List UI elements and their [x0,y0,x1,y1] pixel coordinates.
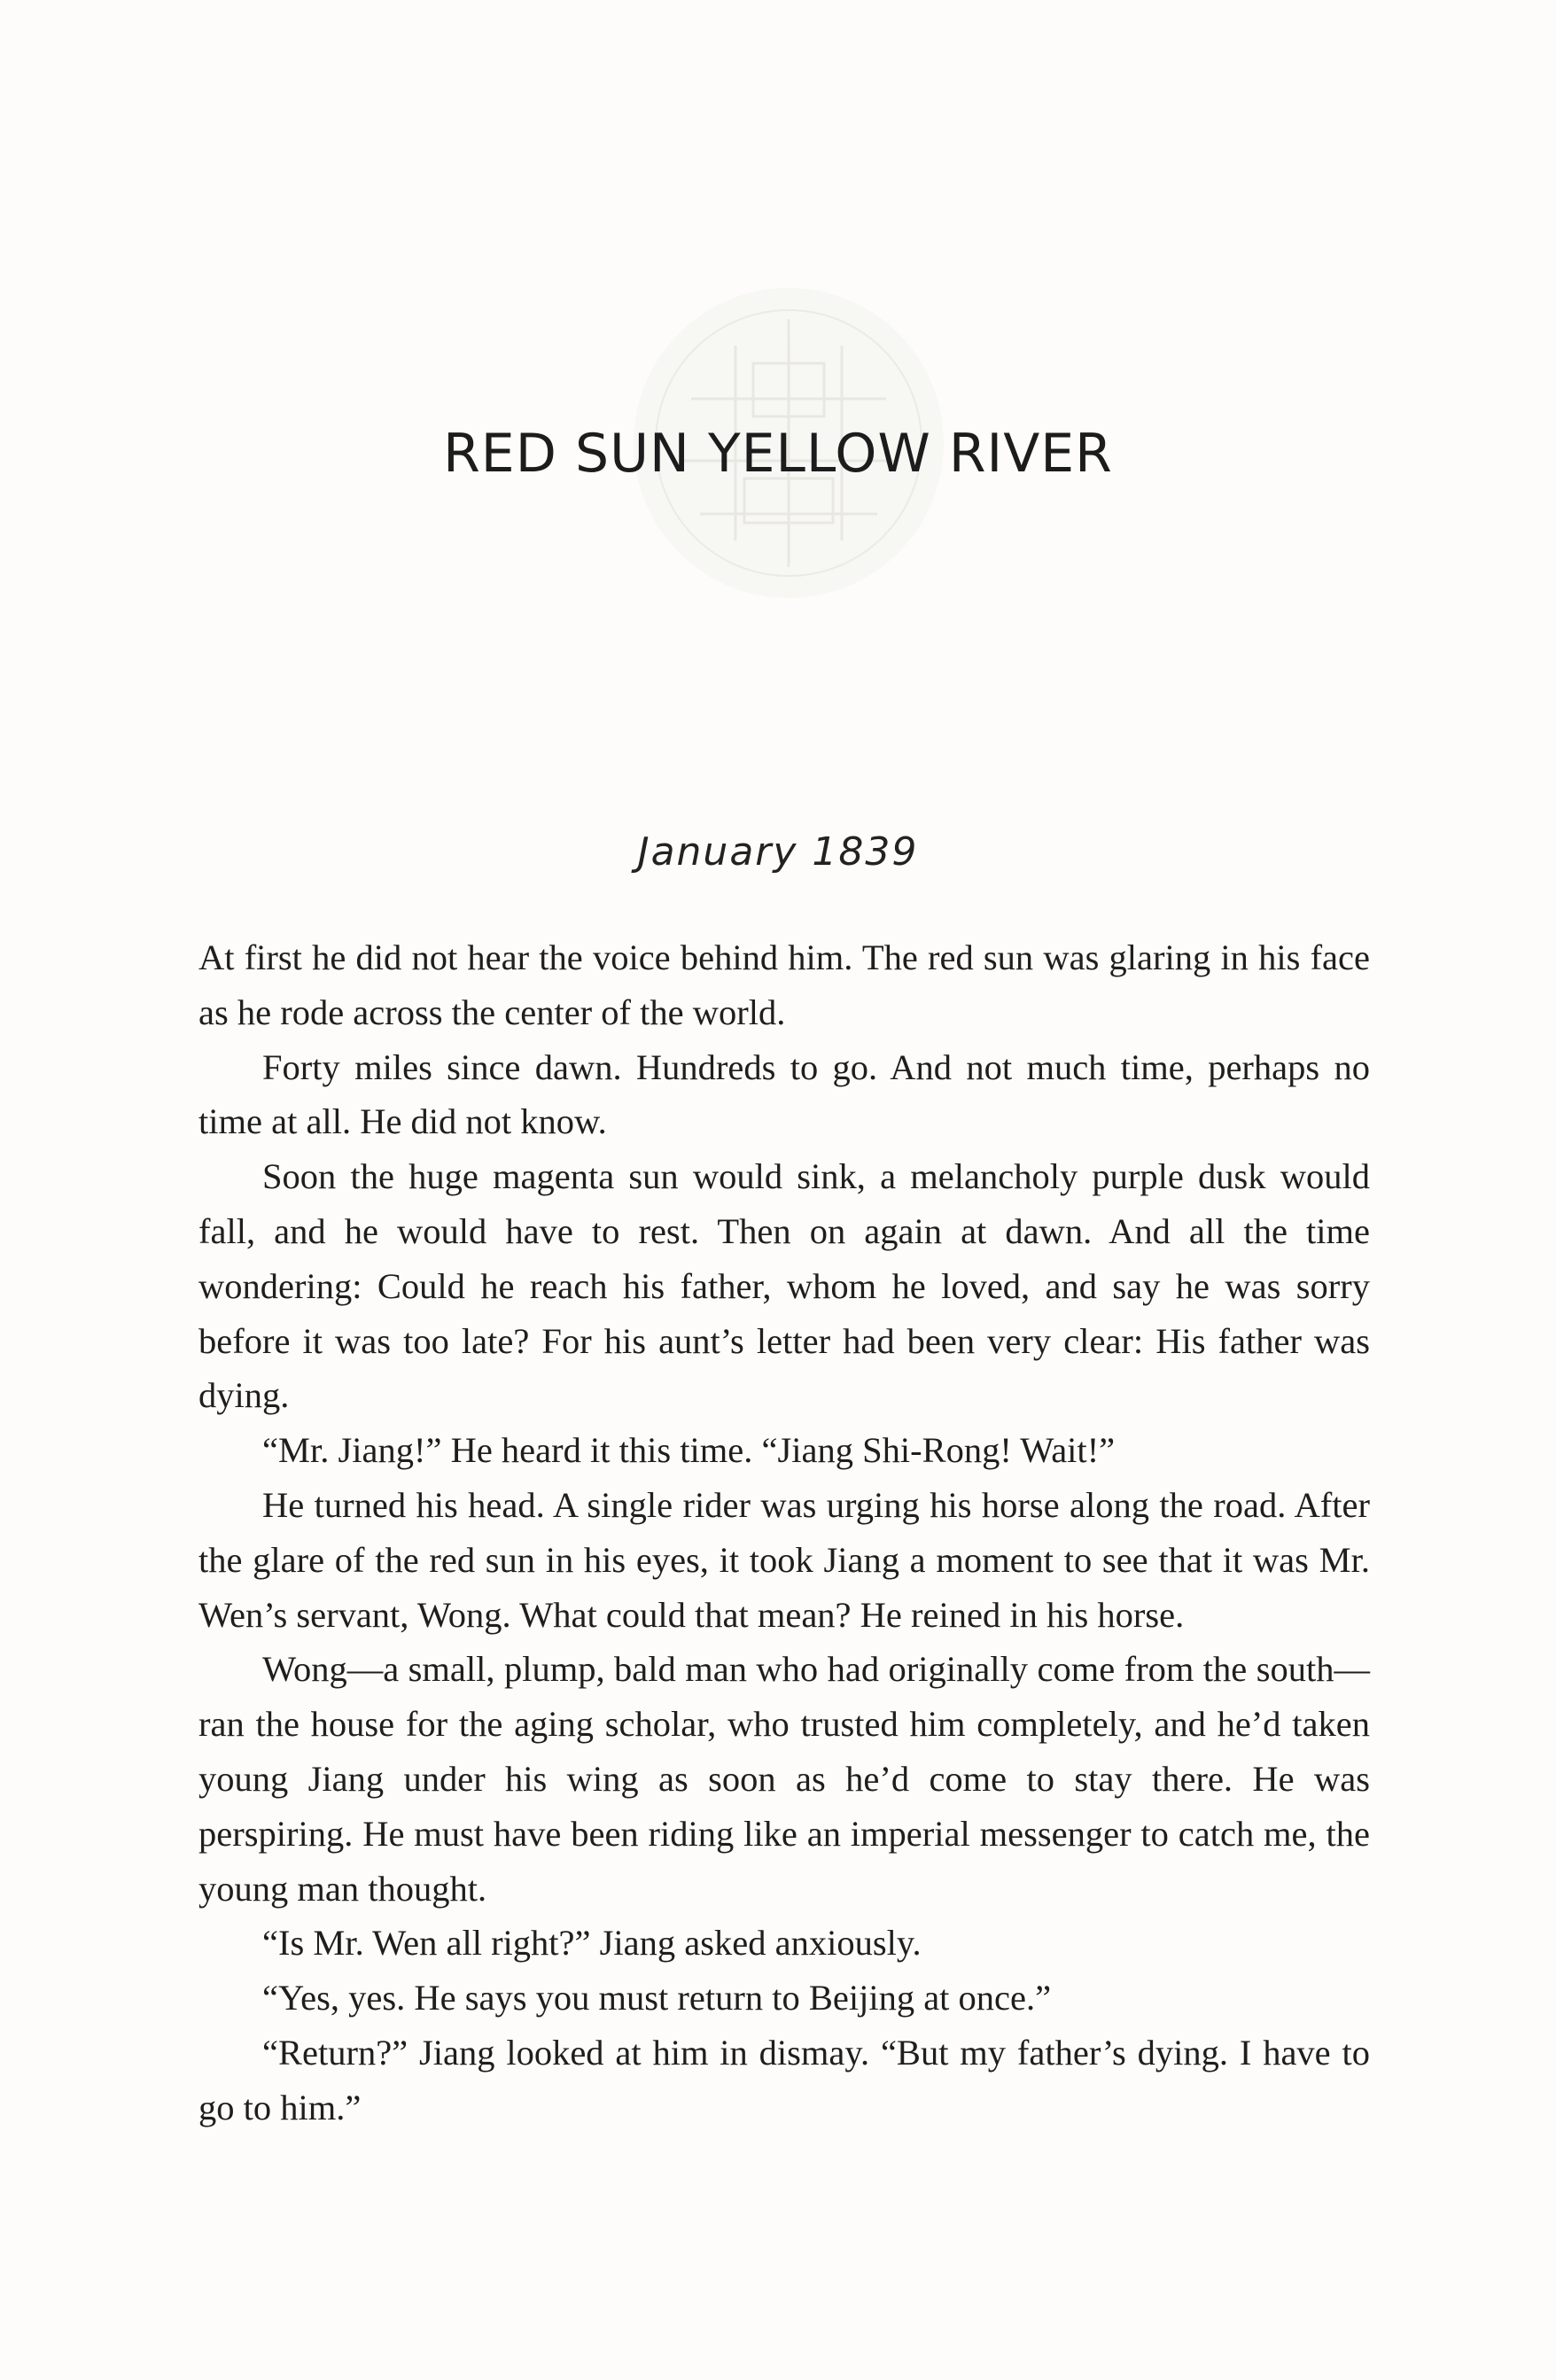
body-text [198,930,1370,2135]
paragraph: “Is Mr. Wen all right?” Jiang asked anxiously. [262,1923,922,1964]
paragraph: “Yes, yes. He says you must return to Beijing at once.” [262,1978,1052,2018]
paragraph: “Return?” Jiang looked at him in dismay. “But my father’s dying. I have to go to him.” [198,2032,1370,2127]
paragraph: Forty miles since dawn. Hundreds to go. And not much time, perhaps no time at all. He did not know. [198,1046,1370,1142]
paragraph: “Mr. Jiang!” He heard it this time. “Jiang Shi-Rong! Wait!” [262,1430,1116,1471]
chapter-dateline: January 1839 [637,829,919,875]
paragraph: At first he did not hear the voice behind him. The red sun was glaring in his face as he rode across the center of the world. [198,937,1370,1032]
paragraph: Soon the huge magenta sun would sink, a melancholy purple dusk would fall, and he would have to rest. Then on again at dawn. And all the time wondering: Could he reach his father, whom he loved, and say he was sorry before it was too late? For his aunt’s letter had been very clear: His father was dying. [198,1156,1370,1416]
paragraph: Wong—a small, plump, bald man who had originally come from the south—ran the house for the aging scholar, who trusted him completely, and he’d taken young Jiang under his wing as soon as he’d come to stay there. He was perspiring. He must have been riding like an imperial messenger to catch me, the young man thought. [198,1649,1370,1909]
paragraph: He turned his head. A single rider was urging his horse along the road. After the glare of the red sun in his eyes, it took Jiang a moment to see that it was Mr. Wen’s servant, Wong. What could that mean? He reined in his horse. [198,1484,1370,1635]
chapter-title: RED SUN YELLOW RIVER [443,423,1113,485]
